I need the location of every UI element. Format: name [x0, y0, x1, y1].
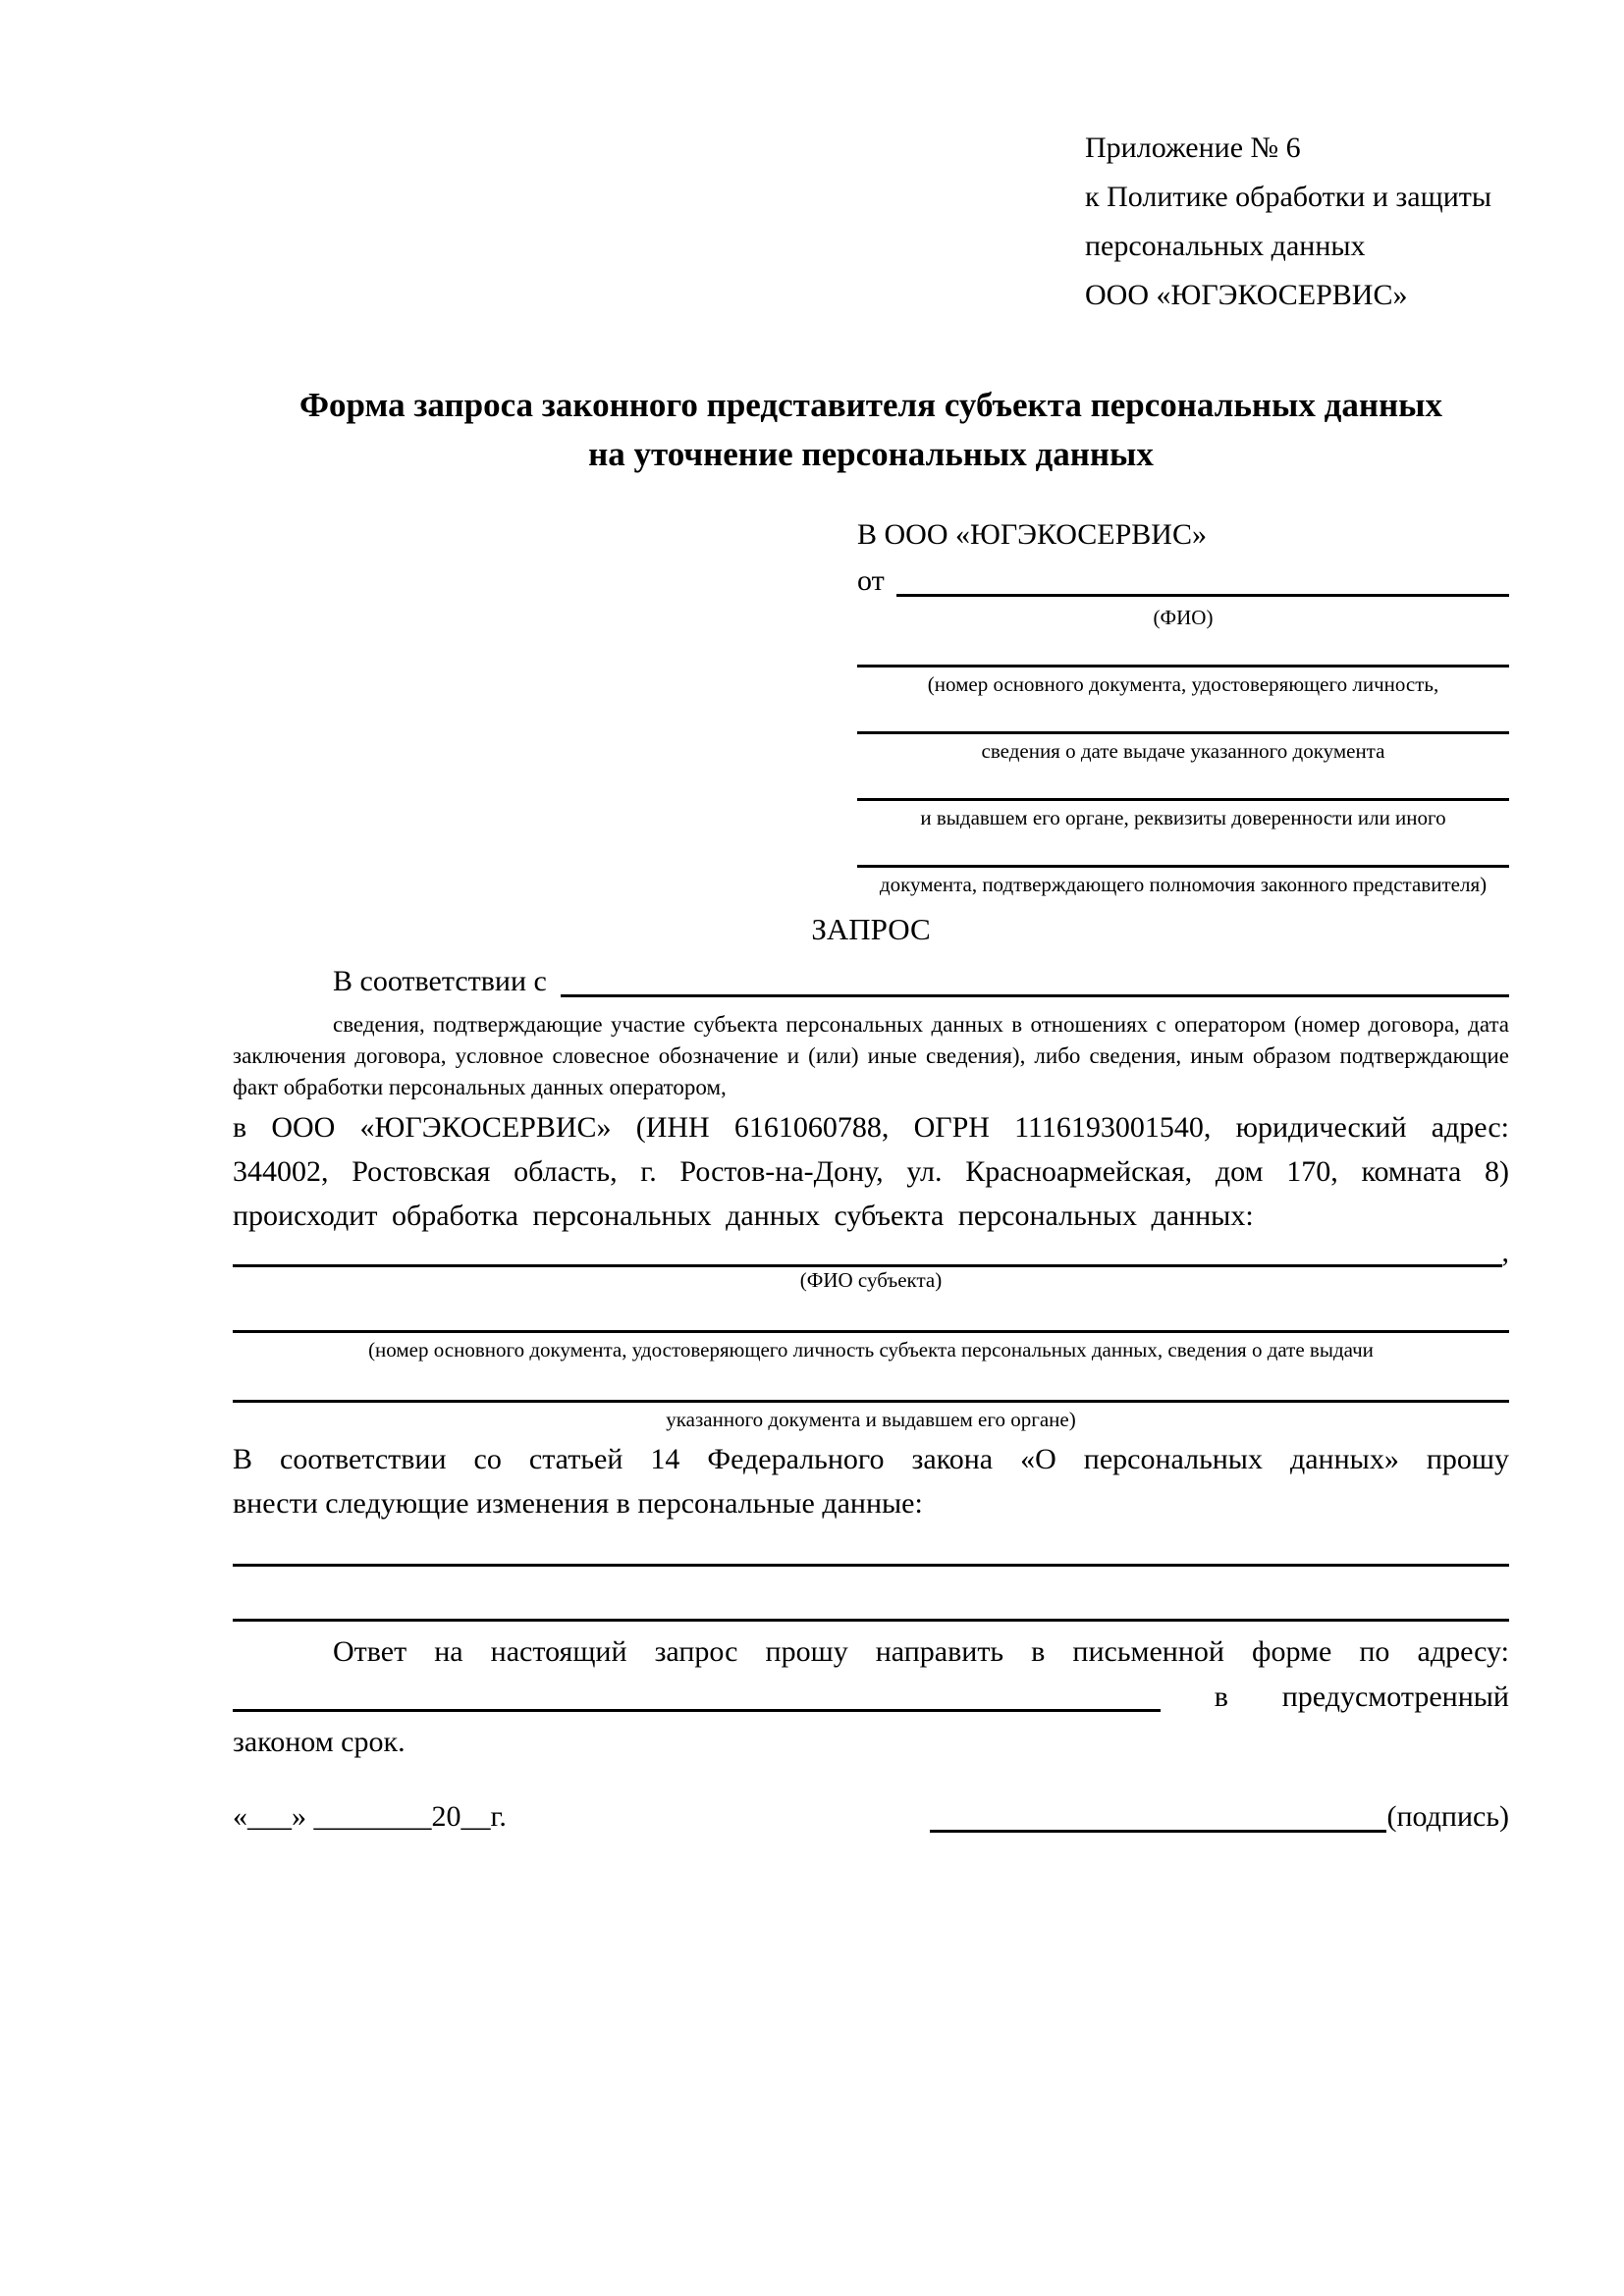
operator-paragraph-line-2: 344002, Ростовская область, г. Ростов-на-Дону, ул. Красноармейская, дом 170, комната 8): [233, 1155, 1509, 1188]
request-heading: ЗАПРОС: [811, 912, 931, 946]
subject-fio-blank-line: [233, 1238, 1509, 1267]
date-blank-text: «___» ________20__г.: [233, 1800, 507, 1833]
subject-fio-caption: (ФИО субъекта): [799, 1268, 943, 1292]
blank-line-representative-doc-1: [857, 638, 1509, 667]
operator-paragraph-line-3: происходит обработка персональных данных субъекта персональных данных:: [233, 1200, 1254, 1232]
blank-line-representative-doc-2: [857, 705, 1509, 734]
in-accordance-line: [233, 958, 1509, 1005]
response-paragraph-line-3: законом срок.: [233, 1726, 406, 1758]
blank-line-subject-doc-1: [233, 1304, 1509, 1333]
subject-doc-caption-2: указанного документа и выдавшем его органе): [666, 1408, 1076, 1431]
blank-line-changes-1: [233, 1535, 1509, 1567]
footnote-text: сведения, подтверждающие участие субъекта персональных данных в отношениях с оператором (номер договора, дата заключения договора, условное словесное обозначение и (или) иные сведения), либо сведения, иным образом подтверждающие факт обработки персональных данных оператором,: [233, 1012, 1509, 1099]
operator-paragraph-line-1: в ООО «ЮГЭКОСЕРВИС» (ИНН 6161060788, ОГРН 1116193001540, юридический адрес:: [233, 1111, 1509, 1144]
from-label: от: [857, 564, 885, 597]
subject-doc-caption-1: (номер основного документа, удостоверяющего личность субъекта персональных данных, сведения о дате выдачи: [368, 1338, 1374, 1362]
addressee-caption-3: и выдавшем его органе, реквизиты доверенности или иного: [920, 806, 1446, 829]
from-fill-line: [896, 558, 1509, 597]
appendix-line-1: Приложение № 6: [1085, 132, 1301, 164]
article14-line-1: В соответствии со статьей 14 Федерального закона «О персональных данных» прошу: [233, 1443, 1509, 1475]
addressee-caption-4: документа, подтверждающего полномочия законного представителя): [879, 873, 1488, 896]
response-address-fill-line: [233, 1675, 1161, 1712]
appendix-header: [1085, 124, 1509, 320]
trailing-comma: ,: [1501, 1236, 1509, 1268]
in-accordance-fill-line: [561, 958, 1509, 997]
addressee-caption-2: сведения о дате выдаче указанного документа: [981, 739, 1385, 763]
appendix-line-4: ООО «ЮГЭКОСЕРВИС»: [1085, 279, 1408, 311]
article14-paragraph: [233, 1437, 1509, 1525]
blank-line-representative-doc-3: [857, 772, 1509, 801]
blank-line-subject-doc-2: [233, 1373, 1509, 1403]
operator-paragraph: [233, 1105, 1509, 1238]
addressee-organization: В ООО «ЮГЭКОСЕРВИС»: [857, 518, 1207, 551]
form-title-line-2: на уточнение персональных данных: [588, 435, 1154, 473]
blank-line-representative-doc-4: [857, 838, 1509, 868]
from-line: [857, 558, 1509, 605]
date-signature-row: [233, 1794, 1509, 1840]
appendix-line-2: к Политике обработки и защиты: [1085, 181, 1492, 213]
response-word-v: в: [1214, 1681, 1228, 1713]
response-paragraph-line-1: Ответ на настоящий запрос прошу направить в письменной форме по адресу:: [333, 1635, 1509, 1668]
fio-caption: (ФИО): [1153, 606, 1214, 629]
blank-line-changes-2: [233, 1590, 1509, 1622]
response-word-predusmotrenny: предусмотренный: [1281, 1681, 1509, 1713]
addressee-block: [857, 512, 1509, 897]
response-address-line: [233, 1675, 1509, 1720]
signature-caption: (подпись): [1386, 1800, 1509, 1833]
article14-line-2: внести следующие изменения в персональные данные:: [233, 1487, 923, 1520]
signature-group: [930, 1794, 1509, 1840]
appendix-line-3: персональных данных: [1085, 230, 1366, 262]
form-title-line-1: Форма запроса законного представителя субъекта персональных данных: [299, 386, 1442, 424]
addressee-caption-1: (номер основного документа, удостоверяющего личность,: [927, 672, 1439, 696]
form-title: [233, 381, 1509, 479]
subject-fio-fill-line: [233, 1238, 1502, 1267]
in-accordance-label: В соответствии с: [333, 965, 547, 997]
signature-fill-line: [930, 1797, 1386, 1833]
